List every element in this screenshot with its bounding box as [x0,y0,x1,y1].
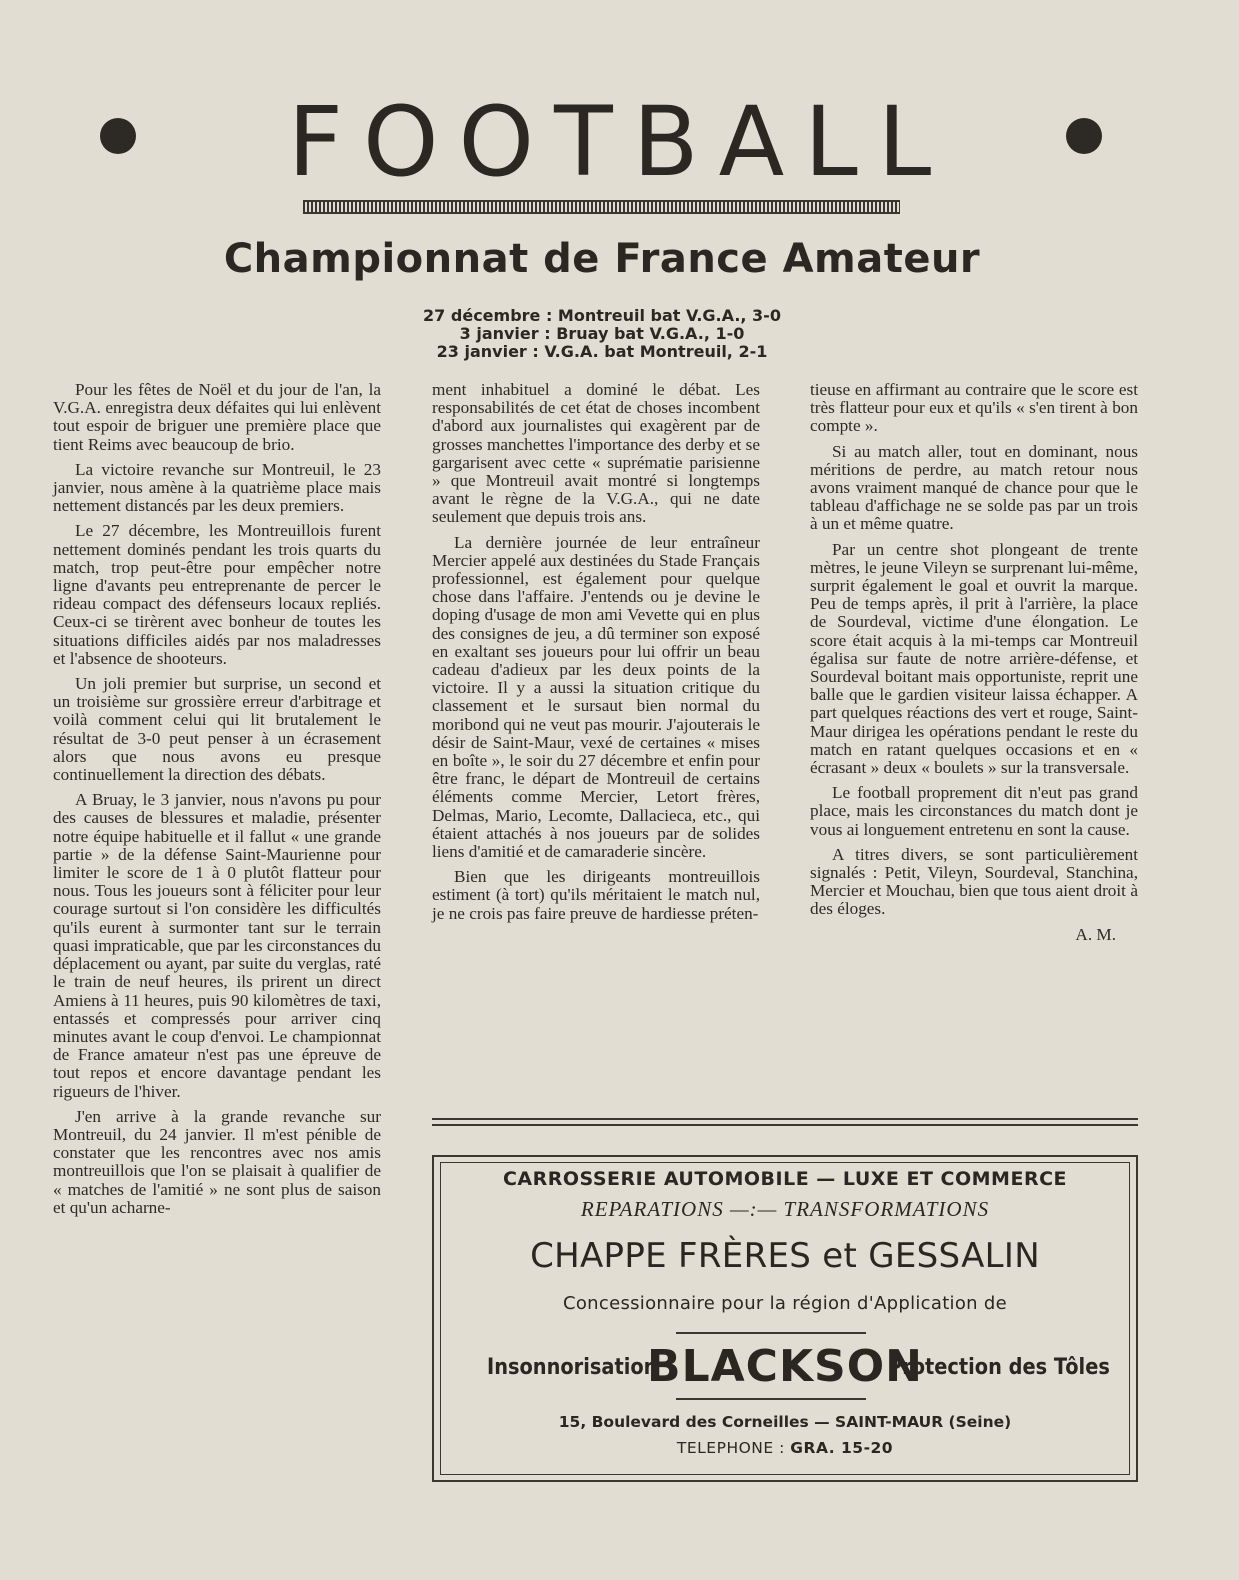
paragraph: J'en arrive à la grande revanche sur Montreuil, du 24 janvier. Il m'est pénible de constater que les rencontres avec nos amis montreuillois que l'on se plaisait à qualifier de « matches de l'amitié » ne sont plus de saison et qu'un acharne- [53,1106,381,1217]
article-column-2 [432,381,760,930]
divider [432,1118,1138,1120]
paragraph: La victoire revanche sur Montreuil, le 23 janvier, nous amène à la quatrième place mais nettement distancés par les deux premiers. [53,459,381,516]
bullet-dot-right [1066,118,1102,154]
paragraph: Par un centre shot plongeant de trente mètres, le jeune Vileyn se surprenant lui-même, surprit également le goal et ouvrit la marque. Peu de temps après, il prit à l'arrière, la place de Sourdeval, victime d'une élongation. Le score était acquis à la mi-temps car Montreuil égalisa sur faute de notre arrière-défense, et Sourdeval boitant mais opportuniste, reprit une balle que le gardien visiteur laissa échapper. A part quelques réactions des vert et rouge, Saint-Maur dirigea les opérations pendant le reste du match en ratant quelques occasions et en « écrasant » deux « boulets » sur la transversale. [810,539,1138,778]
ad-service-right: Protection des Tôles [888,1355,1110,1380]
paragraph: Bien que les dirigeants montreuillois estiment (à tort) qu'ils méritaient le match nul, je ne crois pas faire preuve de hardiesse préten- [432,867,760,923]
paragraph: tieuse en affirmant au contraire que le score est très flatteur pour eux et qu'ils « s'en tirent à bon compte ». [810,380,1138,436]
paragraph: A titres divers, se sont particulièrement signalés : Petit, Vileyn, Sourdeval, Stanchina, Mercier et Mouchau, bien que tous aient droit à des éloges. [810,844,1138,919]
ad-phone-label: TELEPHONE : [676,1439,785,1457]
article-headline: Championnat de France Amateur [223,236,981,282]
ad-brand-name: BLACKSON [647,1341,923,1392]
ad-heading: CARROSSERIE AUTOMOBILE — LUXE ET COMMERCE [502,1168,1068,1190]
paragraph: Un joli premier but surprise, un second et un troisième sur grossière erreur d'arbitrage et voilà comment celui qui lit brutalement le résultat de 3-0 peut penser à un écrasement alors que nous avons eu presque continuellement la direction des débats. [53,674,381,785]
divider [432,1124,1138,1126]
article-column-3 [810,381,1138,951]
paragraph: La dernière journée de leur entraîneur Mercier appelé aux destinées du Stade Français professionnel, est également pour quelque chose dans l'affaire. J'entends ou je devine le doping d'usage de mon ami Vevette qui en plus des consignes de jeu, a dû terminer son exposé en exaltant ses joueurs pour lui offrir un beau cadeau d'adieux par les deux points de la victoire. Il y a aussi la situation critique du classement et le sursaut bien normal du moribond qui ne veut pas mourir. J'ajouterais le désir de Saint-Maur, vexé de certaines « mises en boîte », le soir du 27 décembre et enfin pour être franc, le départ de Montreuil de certains éléments comme Mercier, Letort frères, Delmas, Mario, Lecomte, Dallacieca, etc., qui étaient attachés à nos joueurs par de solides liens d'amitié et de camaraderie sincère. [432,532,760,862]
paragraph: Le football proprement dit n'eut pas grand place, mais les circonstances du match dont je vous ai longuement entretenu en sont la cause. [810,783,1138,839]
decorative-rule [303,200,900,214]
ad-phone-line [432,1439,1138,1457]
page-title: FOOTBALL [287,86,952,198]
ad-phone-number: GRA. 15-20 [790,1439,894,1457]
paragraph: ment inhabituel a dominé le débat. Les responsabilités de cet état de choses incombent d'abord aux journalistes qui exagèrent par de grosses manchettes l'importance des derby et se gargarisent avec cette « suprématie parisienne » que Montreuil avait montré si longtemps avant le règne de la V.G.A., qui ne date seulement que depuis trois ans. [432,380,760,527]
ad-divider [676,1398,866,1400]
author-signature: A. M. [1075,924,1116,944]
paragraph: A Bruay, le 3 janvier, nous n'avons pu pour des causes de blessures et maladie, présenter notre équipe habituelle et il fallut « une grande partie » de la défense Saint-Maurienne pour limiter le score de 1 à 0 plutôt flatteur pour nous. Tous les joueurs sont à féliciter pour leur courage surtout si l'on considère les difficultés qu'ils eurent à surmonter tant sur le terrain quasi impraticable, que par les circonstances du déplacement ou ayant, par suite du verglas, raté le train de neuf heures, ils prirent un direct Amiens à 11 heures, puis 90 kilomètres de taxi, entassés et compressés pour arriver cinq minutes avant le coup d'envoi. Le championnat de France amateur n'est pas une épreuve de tout repos et encore davantage pendant les rigueurs de l'hiver. [53,790,381,1101]
result-line: 3 janvier : Bruay bat V.G.A., 1-0 [459,324,745,343]
article-column-1 [53,381,381,1224]
paragraph: Si au match aller, tout en dominant, nous méritions de perdre, au match retour nous avons vraiment manqué de chance pour que le tableau d'affichage ne se solde pas par un trois à un et même quatre. [810,441,1138,534]
ad-divider [676,1332,866,1334]
paragraph: Le 27 décembre, les Montreuillois furent nettement dominés pendant les trois quarts du match, trop peut-être pour empêcher notre ligne d'avants peu entreprenante de percer le rideau compact des défenseurs locaux repliés. Ceux-ci se tirèrent avec bonheur de toutes les situations difficiles aidés par nos maladresses et l'absence de shooteurs. [53,521,381,668]
ad-dealer-text: Concessionnaire pour la région d'Application de [562,1293,1008,1314]
results-list [0,307,1204,361]
ad-company-name: CHAPPE FRÈRES et GESSALIN [530,1236,1040,1276]
result-line: 27 décembre : Montreuil bat V.G.A., 3-0 [423,306,781,325]
ad-services: REPARATIONS —:— TRANSFORMATIONS [580,1197,990,1221]
ad-address: 15, Boulevard des Corneilles — SAINT-MAUR (Seine) [558,1413,1012,1431]
result-line: 23 janvier : V.G.A. bat Montreuil, 2-1 [436,342,768,361]
ad-service-left: Insonnorisation [487,1355,658,1380]
paragraph: Pour les fêtes de Noël et du jour de l'an, la V.G.A. enregistra deux défaites qui lui enlèvent tout espoir de briguer une première place que tient Reims avec beaucoup de brio. [53,380,381,454]
